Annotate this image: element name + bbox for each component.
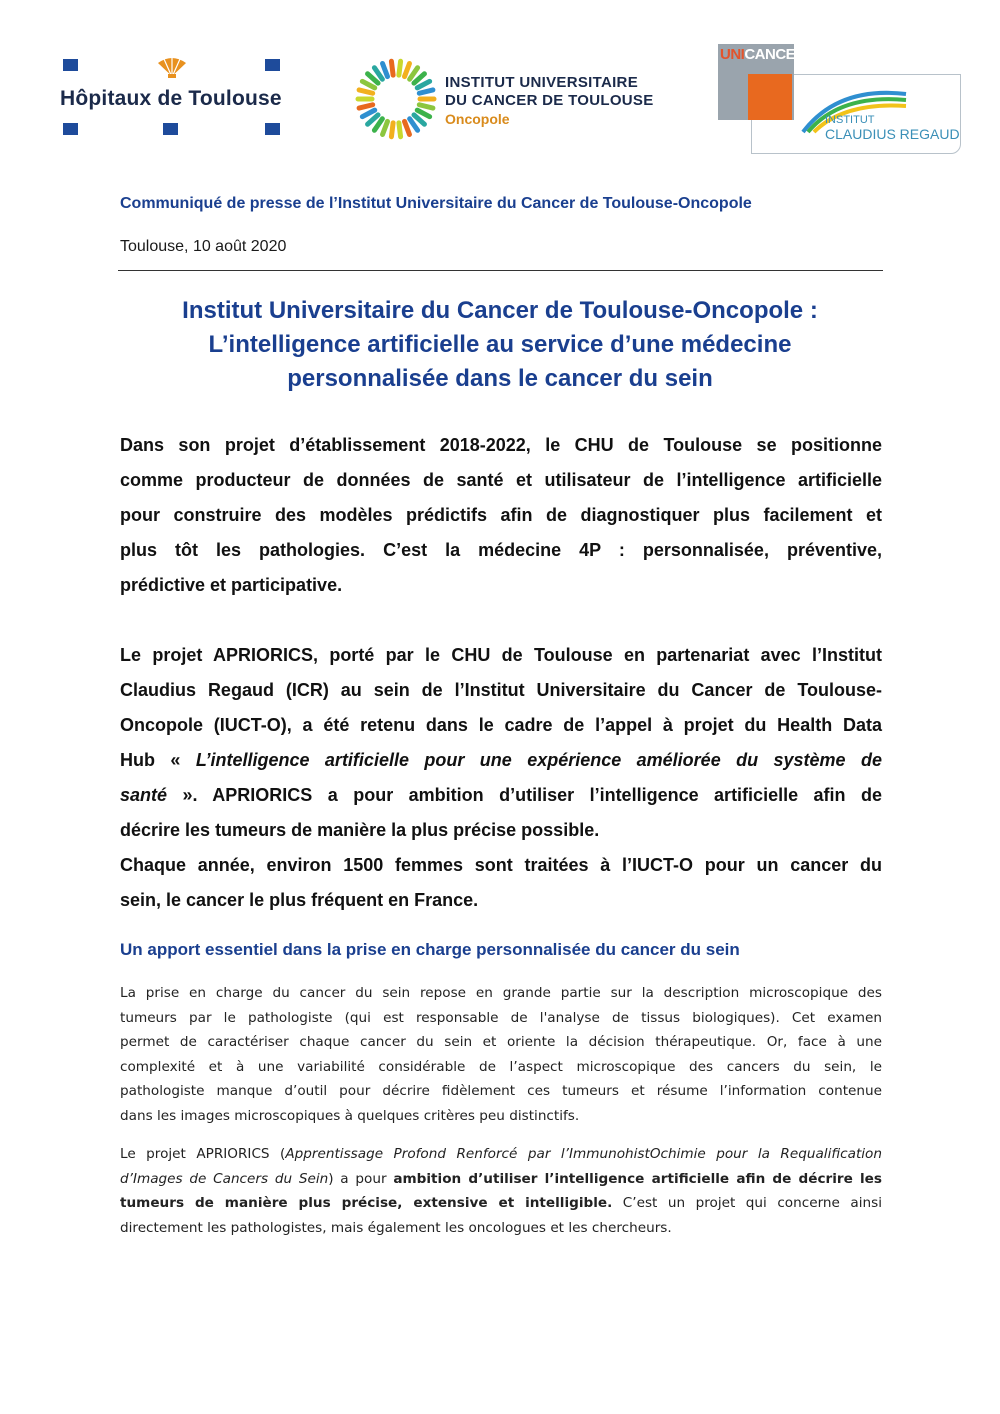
intro-line: comme producteur de données de santé et utilisateur de l’intelligence artificielle [120, 470, 882, 490]
logo-square [63, 123, 78, 135]
project-line: décrire les tumeurs de manière la plus précise possible. [120, 820, 600, 840]
iuct-logo-line1: INSTITUT UNIVERSITAIRE [445, 74, 638, 91]
sunburst-ray [383, 63, 388, 76]
document-title [110, 294, 890, 396]
body-line: Le projet APRIORICS (Apprentissage Profond Renforcé par l’ImmunohistOchimie pour la Requalification [120, 1146, 882, 1162]
intro-line: pour construire des modèles prédictifs afin de diagnostiquer plus facilement et [120, 505, 882, 525]
sunburst-ray [368, 115, 378, 124]
sunburst-ray [417, 81, 429, 88]
sunburst-ray [410, 68, 418, 80]
body-paragraph-1 [120, 981, 882, 1128]
header-divider [118, 270, 883, 271]
sunburst-ray [405, 121, 410, 134]
project-line: Claudius Regaud (ICR) au sein de l’Institut Universitaire du Cancer de Toulouse- [120, 680, 882, 700]
sunburst-ray [359, 105, 373, 108]
section-heading: Un apport essentiel dans la prise en charge personnalisée du cancer du sein [120, 940, 740, 959]
sunburst-ray [417, 110, 429, 117]
body-line: directement les pathologistes, mais également les oncologues et les chercheurs. [120, 1219, 672, 1236]
project-line: santé ». APRIORICS a pour ambition d’utiliser l’intelligence artificielle afin de [120, 785, 882, 805]
sunburst-ray [414, 115, 424, 124]
intro-line: prédictive et participative. [120, 575, 343, 595]
sunburst-ray [391, 123, 393, 137]
body-line: complexité et à une variabilité considérable de l’aspect microscopique des cancers du sein, le [120, 1058, 882, 1075]
body-line: d’Images de Cancers du Sein) a pour ambition d’utiliser l’intelligence artificielle afin de décrire les [120, 1170, 882, 1187]
hopitaux-de-toulouse-logo [55, 55, 290, 140]
intro-line: plus tôt les pathologies. C’est la médecine 4P : personnalisée, préventive, [120, 540, 882, 560]
sunburst-ray [383, 121, 388, 134]
sunburst-ray [359, 90, 373, 93]
sunburst-ray [419, 105, 433, 108]
project-line: Le projet APRIORICS, porté par le CHU de Toulouse en partenariat avec l’Institut [120, 645, 882, 665]
body-line: dans les images microscopiques à quelques critères peu distinctifs. [120, 1107, 580, 1124]
sunburst-ray [362, 110, 374, 117]
body-paragraph-2 [120, 1142, 882, 1240]
unicancer-text: UNICANCER [720, 46, 806, 63]
intro-line: Dans son projet d’établissement 2018-2022, le CHU de Toulouse se positionne [120, 435, 882, 455]
iuct-logo-line2: DU CANCER DE TOULOUSE [445, 92, 654, 109]
title-line: personnalisée dans le cancer du sein [287, 365, 713, 392]
press-release-label: Communiqué de presse de l’Institut Universitaire du Cancer de Toulouse-Oncopole [120, 195, 752, 212]
sunburst-ray [419, 90, 433, 93]
body-line: pathologiste manque d’outil pour décrire fidèlement ces tumeurs et résume l’information contenue [120, 1083, 882, 1099]
sunburst-ray [399, 123, 401, 137]
project-line: Hub « L’intelligence artificielle pour une expérience améliorée du système de [120, 750, 882, 770]
unicancer-orange-block [748, 74, 792, 120]
body-line: permet de caractériser chaque cancer du sein et oriente la décision thérapeutique. Or, face à une [120, 1034, 882, 1050]
project-line: Oncopole (IUCT-O), a été retenu dans le cadre de l’appel à projet du Health Data [120, 715, 882, 735]
body-line: tumeurs par le pathologiste (qui est responsable de l'analyse de tissus biologiques). Cet examen [120, 1009, 882, 1026]
icr-logo-line2: CLAUDIUS REGAUD [825, 126, 960, 142]
body-line: La prise en charge du cancer du sein repose en grande partie sur la description microscopique des [120, 985, 882, 1001]
hopitaux-logo-text: Hôpitaux de Toulouse [60, 87, 282, 110]
project-line: Chaque année, environ 1500 femmes sont traitées à l’IUCT-O pour un cancer du [120, 855, 882, 875]
date-line: Toulouse, 10 août 2020 [120, 238, 287, 255]
logo-square [63, 59, 78, 71]
sunburst-ray [414, 74, 424, 83]
sunburst-ray [399, 61, 401, 75]
shell-icon [155, 55, 189, 79]
iuct-sunburst-icon [355, 58, 437, 140]
sunburst-ray [374, 119, 382, 131]
iuct-oncopole-logo [355, 58, 654, 142]
sunburst-ray [391, 61, 393, 75]
logo-square [163, 123, 178, 135]
icr-logo-line1: INSTITUT [825, 114, 875, 126]
title-line: Institut Universitaire du Cancer de Toulouse-Oncopole : [182, 297, 818, 324]
sunburst-ray [410, 119, 418, 131]
sunburst-ray [374, 68, 382, 80]
unicancer-claudius-regaud-logo [718, 44, 963, 156]
project-paragraph [120, 638, 882, 918]
logo-square [265, 123, 280, 135]
title-line: L’intelligence artificielle au service d’une médecine [208, 331, 792, 358]
sunburst-ray [362, 81, 374, 88]
intro-paragraph [120, 428, 882, 603]
project-line: sein, le cancer le plus fréquent en France. [120, 890, 479, 910]
iuct-logo-line3: Oncopole [445, 111, 510, 127]
logo-square [265, 59, 280, 71]
sunburst-ray [405, 63, 410, 76]
sunburst-ray [368, 74, 378, 83]
body-line: tumeurs de manière plus précise, extensive et intelligible. C’est un projet qui concerne ainsi [120, 1195, 882, 1211]
